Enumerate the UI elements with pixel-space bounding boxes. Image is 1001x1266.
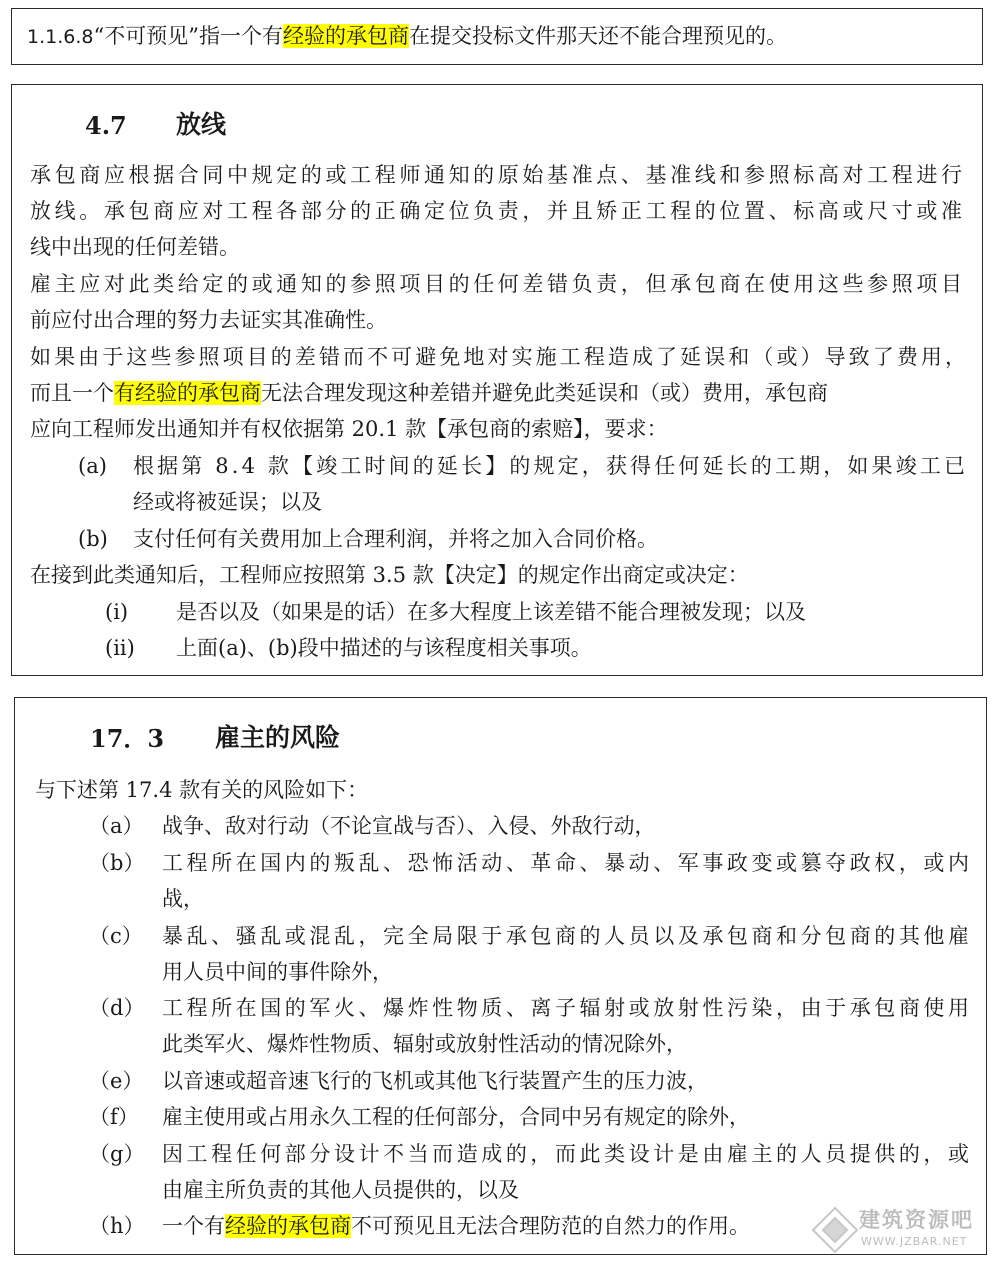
paragraph-line: 线中出现的任何差错。 <box>30 235 240 259</box>
item-marker: （b） <box>89 851 145 875</box>
item-marker: （e） <box>89 1069 144 1093</box>
item-text: 因工程任何部分设计不当而造成的，而此类设计是由雇主的人员提供的，或 <box>162 1142 973 1166</box>
clause-number: 1.1.6.8 <box>27 26 94 48</box>
item-marker: (b) <box>78 527 108 551</box>
item-marker: （h） <box>89 1214 145 1238</box>
section-title: 雇主的风险 <box>215 723 341 752</box>
definition-text-post: 在提交投标文件那天还不能合理预见的。 <box>408 24 787 48</box>
clause-17-3-box <box>14 697 987 1255</box>
text-pre: 而且一个 <box>30 381 114 405</box>
text-pre: 一个有 <box>162 1214 225 1238</box>
section-number: 4.7 <box>85 111 127 140</box>
item-marker: （a） <box>89 814 144 838</box>
item-text: 根据第 8.4 款【竣工时间的延长】的规定，获得任何延长的工期，如果竣工已 <box>133 454 969 478</box>
item-marker: (a) <box>78 454 107 478</box>
item-text: 以音速或超音速飞行的飞机或其他飞行装置产生的压力波， <box>162 1069 708 1093</box>
item-text: 工程所在国的军火、爆炸性物质、离子辐射或放射性污染，由于承包商使用 <box>162 996 973 1020</box>
text-post: 不可预见且无法合理防范的自然力的作用。 <box>351 1214 750 1238</box>
paragraph-line: 如果由于这些参照项目的差错而不可避免地对实施工程造成了延误和（或）导致了费用， <box>30 345 970 369</box>
highlighted-text: 经验的承包商 <box>282 24 409 48</box>
paragraph-line: 放线。承包商应对工程各部分的正确定位负责，并且矫正工程的位置、标高或尺寸或准 <box>30 199 966 223</box>
highlighted-text: 有经验的承包商 <box>114 381 261 405</box>
item-marker: （g） <box>89 1142 145 1166</box>
item-marker: （f） <box>89 1105 139 1129</box>
item-marker: (ii) <box>105 636 135 660</box>
paragraph-line: 承包商应根据合同中规定的或工程师通知的原始基准点、基准线和参照标高对工程进行 <box>30 163 966 187</box>
item-text: 工程所在国内的叛乱、恐怖活动、革命、暴动、军事政变或篡夺政权，或内 <box>162 851 973 875</box>
highlighted-text: 经验的承包商 <box>225 1214 351 1238</box>
watermark-text: 建筑资源吧 <box>859 1208 974 1232</box>
item-marker: (i) <box>105 600 129 624</box>
definition-box <box>11 8 983 65</box>
diamond-logo-icon <box>811 1206 859 1254</box>
item-text: 是否以及（如果是的话）在多大程度上该差错不能合理被发现；以及 <box>176 600 806 624</box>
item-text: 支付任何有关费用加上合理利润，并将之加入合同价格。 <box>133 527 658 551</box>
item-text: 雇主使用或占用永久工程的任何部分，合同中另有规定的除外， <box>162 1105 750 1129</box>
intro-line: 与下述第 17.4 款有关的风险如下： <box>35 778 369 802</box>
item-text: 经或将被延误；以及 <box>133 490 322 514</box>
text-post: 无法合理发现这种差错并避免此类延误和（或）费用，承包商 <box>261 381 828 405</box>
item-marker: （d） <box>89 996 145 1020</box>
section-title: 放线 <box>176 110 227 139</box>
item-text: 上面(a)、(b)段中描述的与该程度相关事项。 <box>176 636 592 660</box>
paragraph-line: 应向工程师发出通知并有权依据第 20.1 款【承包商的索赔】，要求： <box>30 417 668 441</box>
item-text: 用人员中间的事件除外， <box>162 960 393 984</box>
item-text: 由雇主所负责的其他人员提供的，以及 <box>162 1178 519 1202</box>
paragraph-line-highlight <box>30 376 828 410</box>
item-text-highlight <box>162 1209 750 1243</box>
paragraph-line: 前应付出合理的努力去证实其准确性。 <box>30 308 387 332</box>
definition-text-pre: “不可预见”指一个有 <box>93 24 283 48</box>
item-text: 战， <box>162 887 204 911</box>
item-text: 暴乱、骚乱或混乱，完全局限于承包商的人员以及承包商和分包商的其他雇 <box>162 924 973 948</box>
item-text: 战争、敌对行动（不论宣战与否）、入侵、外敌行动， <box>162 814 656 838</box>
watermark <box>811 1202 989 1260</box>
watermark-url: WWW.JZBAR.NET <box>861 1235 968 1248</box>
item-text: 此类军火、爆炸性物质、辐射或放射性活动的情况除外， <box>162 1032 687 1056</box>
clause-4-7-box <box>11 84 983 676</box>
paragraph-line: 雇主应对此类给定的或通知的参照项目的任何差错负责，但承包商在使用这些参照项目 <box>30 272 966 296</box>
section-number: 17．3 <box>90 724 165 753</box>
paragraph-line: 在接到此类通知后，工程师应按照第 3.5 款【决定】的规定作出商定或决定： <box>30 563 749 587</box>
item-marker: （c） <box>89 924 143 948</box>
definition-line <box>27 19 787 54</box>
